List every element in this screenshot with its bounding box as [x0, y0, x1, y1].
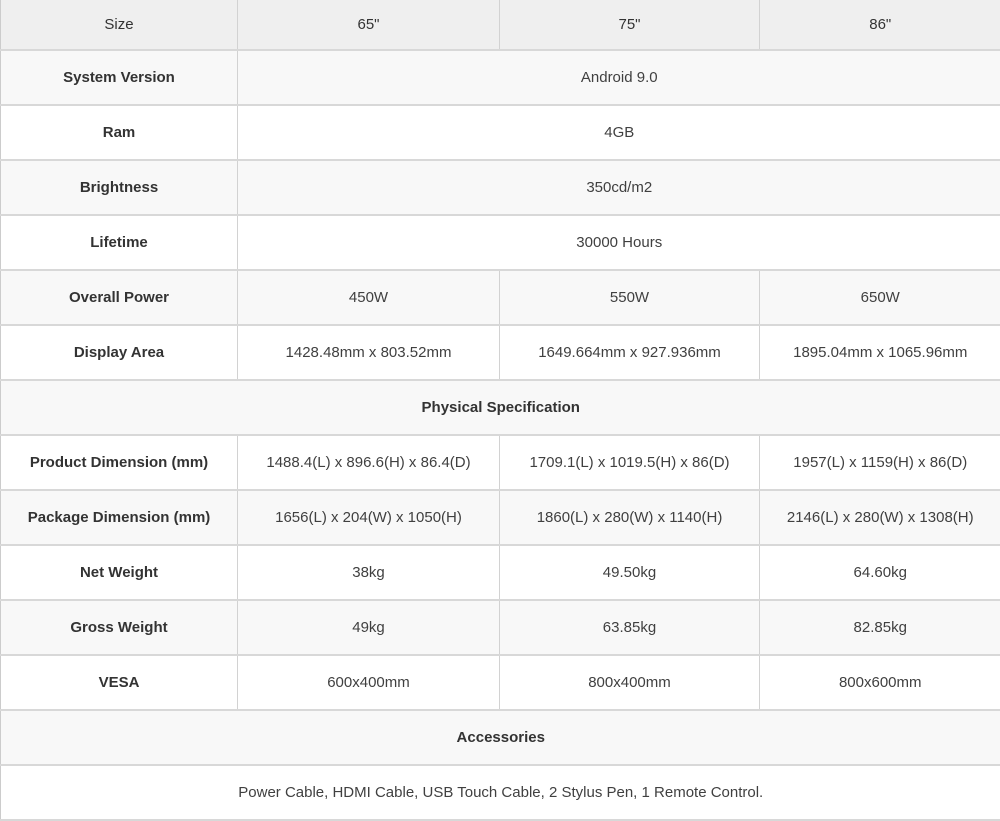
row-label: Display Area: [1, 325, 238, 380]
row-value-65: 1488.4(L) x 896.6(H) x 86.4(D): [238, 435, 500, 490]
row-label: Brightness: [1, 160, 238, 215]
row-lifetime: [1, 215, 1000, 270]
section-title: Accessories: [1, 710, 1000, 765]
row-gross-weight: [1, 600, 1000, 655]
row-label: Product Dimension (mm): [1, 435, 238, 490]
section-title: Physical Specification: [1, 380, 1000, 435]
row-label: Ram: [1, 105, 238, 160]
row-package-dimension: [1, 490, 1000, 545]
row-label: Net Weight: [1, 545, 238, 600]
row-value-75: 1649.664mm x 927.936mm: [500, 325, 760, 380]
row-label: Lifetime: [1, 215, 238, 270]
row-value-75: 49.50kg: [500, 545, 760, 600]
header-size-86: 86": [760, 0, 1000, 50]
row-label: Package Dimension (mm): [1, 490, 238, 545]
row-value-86: 82.85kg: [760, 600, 1000, 655]
row-ram: [1, 105, 1000, 160]
row-system-version: [1, 50, 1000, 105]
row-value-86: 1957(L) x 1159(H) x 86(D): [760, 435, 1000, 490]
row-value-65: 450W: [238, 270, 500, 325]
row-value: 30000 Hours: [238, 215, 1000, 270]
header-size-65: 65": [238, 0, 500, 50]
accessories-list: Power Cable, HDMI Cable, USB Touch Cable, 2 Stylus Pen, 1 Remote Control.: [1, 765, 1000, 820]
row-label: System Version: [1, 50, 238, 105]
row-value-86: 64.60kg: [760, 545, 1000, 600]
row-value-65: 38kg: [238, 545, 500, 600]
header-size-75: 75": [500, 0, 760, 50]
row-value-86: 1895.04mm x 1065.96mm: [760, 325, 1000, 380]
row-value-86: 800x600mm: [760, 655, 1000, 710]
row-brightness: [1, 160, 1000, 215]
row-value-75: 1709.1(L) x 1019.5(H) x 86(D): [500, 435, 760, 490]
row-vesa: [1, 655, 1000, 710]
row-value-86: 650W: [760, 270, 1000, 325]
row-value-65: 1428.48mm x 803.52mm: [238, 325, 500, 380]
section-accessories: [1, 710, 1000, 765]
row-value-65: 49kg: [238, 600, 500, 655]
row-display-area: [1, 325, 1000, 380]
row-product-dimension: [1, 435, 1000, 490]
row-net-weight: [1, 545, 1000, 600]
header-size-label: Size: [1, 0, 238, 50]
section-physical-specification: [1, 380, 1000, 435]
row-value-65: 1656(L) x 204(W) x 1050(H): [238, 490, 500, 545]
row-accessories-list: [1, 765, 1000, 820]
row-label: Overall Power: [1, 270, 238, 325]
row-label: Gross Weight: [1, 600, 238, 655]
row-overall-power: [1, 270, 1000, 325]
header-row: [1, 0, 1000, 50]
row-value-75: 800x400mm: [500, 655, 760, 710]
row-value: 4GB: [238, 105, 1000, 160]
row-value-75: 550W: [500, 270, 760, 325]
row-label: VESA: [1, 655, 238, 710]
row-value-75: 1860(L) x 280(W) x 1140(H): [500, 490, 760, 545]
row-value-86: 2146(L) x 280(W) x 1308(H): [760, 490, 1000, 545]
row-value: Android 9.0: [238, 50, 1000, 105]
row-value-75: 63.85kg: [500, 600, 760, 655]
row-value: 350cd/m2: [238, 160, 1000, 215]
row-value-65: 600x400mm: [238, 655, 500, 710]
